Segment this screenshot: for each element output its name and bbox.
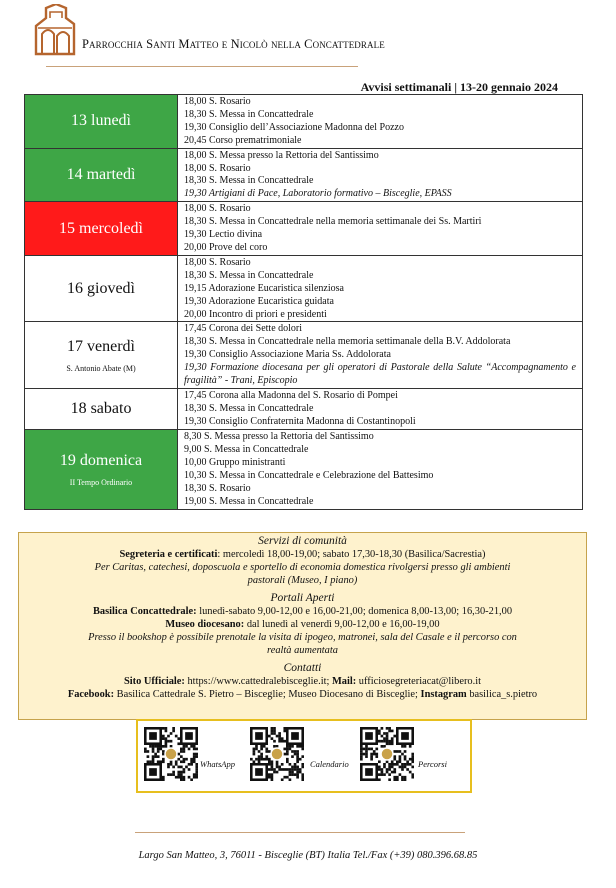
calendar-qr-code[interactable] — [250, 727, 304, 781]
event-item: 10,30 S. Messa in Concattedrale e Celebrazione del Battesimo — [184, 469, 434, 481]
parish-name: Parrocchia Santi Matteo e Nicolò nella Concattedrale — [82, 37, 385, 51]
qr-codes-box — [136, 719, 472, 793]
day-cell — [25, 389, 178, 430]
day-liturgical-note: II Tempo Ordinario — [69, 478, 133, 488]
event-item: 20,45 Corso prematrimoniale — [184, 134, 302, 146]
events-cell — [178, 322, 583, 389]
weekly-schedule — [24, 94, 583, 510]
event-item: 18,30 S. Messa in Concattedrale nella memoria settimanale della B.V. Addolorata — [184, 336, 511, 348]
event-item: 19,30 Adorazione Eucaristica guidata — [184, 295, 334, 307]
events-cell — [178, 255, 583, 322]
event-item: 10,00 Gruppo ministranti — [184, 456, 286, 468]
header — [32, 4, 592, 64]
bookshop-note: Presso il bookshop è possibile prenotale la visita di ipogeo, matronei, sala del Casale e il percorso con realtà aumentata — [88, 632, 517, 656]
week-title: Avvisi settimanali | 13-20 gennaio 2024 — [360, 80, 558, 94]
schedule-row — [25, 95, 583, 149]
event-item: 18,00 S. Rosario — [184, 256, 251, 268]
event-item: 8,30 S. Messa presso la Rettoria del Santissimo — [184, 431, 374, 443]
schedule-row — [25, 389, 583, 430]
contacts-heading: Contatti — [283, 662, 322, 674]
basilica-hours: Basilica Concattedrale: lunedì-sabato 9,00-12,00 e 16,00-21,00; domenica 8,00-13,00; 16,30-21,00 — [92, 606, 513, 617]
community-services — [18, 532, 587, 720]
event-item: 18,00 S. Rosario — [184, 162, 251, 174]
events-cell — [178, 389, 583, 430]
social-line: Facebook: Basilica Cattedrale S. Pietro – Bisceglie; Museo Diocesano di Bisceglie; Instagram basilica_s.pietro — [67, 689, 538, 700]
tours-qr-code[interactable] — [360, 727, 414, 781]
event-item: 17,45 Corona dei Sette dolori — [184, 323, 303, 335]
services-heading: Servizi di comunità — [258, 535, 347, 547]
events-cell — [178, 95, 583, 149]
event-item: 18,30 S. Messa in Concattedrale — [184, 403, 314, 415]
event-item: 19,15 Adorazione Eucaristica silenziosa — [184, 282, 344, 294]
schedule-row — [25, 148, 583, 202]
secretariat-line: Segreteria e certificati: mercoledì 18,00-19,00; sabato 17,30-18,30 (Basilica/Sacrestia) — [119, 549, 486, 560]
day-name: 16 giovedì — [67, 279, 135, 297]
event-item: 19,30 Lectio divina — [184, 229, 263, 241]
event-item: 18,00 S. Rosario — [184, 96, 251, 107]
day-name: 14 martedì — [66, 165, 136, 183]
qr-label-whatsapp: WhatsApp — [200, 759, 235, 769]
events-cell — [178, 430, 583, 510]
event-item: 18,30 S. Messa in Concattedrale — [184, 269, 314, 281]
schedule-row — [25, 322, 583, 389]
schedule-row — [25, 430, 583, 510]
footer-divider — [135, 832, 465, 833]
schedule-row — [25, 202, 583, 256]
day-cell — [25, 202, 178, 256]
schedule-row — [25, 255, 583, 322]
event-item: 18,30 S. Messa in Concattedrale — [184, 108, 314, 120]
day-cell — [25, 255, 178, 322]
museum-hours: Museo diocesano: dal lunedì al venerdì 9,00-12,00 e 16,00-19,00 — [165, 619, 440, 630]
header-divider — [46, 66, 358, 67]
church-logo — [32, 4, 76, 56]
event-item: 19,30 Consiglio Confraternita Madonna di Costantinopoli — [184, 416, 416, 428]
event-item: 19,30 Consiglio dell’Associazione Madonna del Pozzo — [184, 121, 404, 133]
email-link[interactable]: ufficiosegreteriacat@libero.it — [356, 676, 481, 687]
portals-heading: Portali Aperti — [270, 592, 335, 604]
footer-address: Largo San Matteo, 3, 76011 - Bisceglie (BT) Italia Tel./Fax (+39) 080.396.68.85 — [138, 850, 478, 861]
day-cell — [25, 95, 178, 149]
event-item: 20,00 Prove del coro — [184, 241, 268, 253]
event-item: 9,00 S. Messa in Concattedrale — [184, 444, 309, 456]
day-name: 18 sabato — [70, 400, 132, 418]
event-item: 18,00 S. Rosario — [184, 203, 251, 215]
qr-label-calendar: Calendario — [310, 759, 349, 769]
day-name: 17 venerdì — [67, 337, 135, 355]
day-liturgical-note: S. Antonio Abate (M) — [66, 363, 136, 373]
caritas-note: Per Caritas, catechesi, doposcuola e sportello di economia domestica rivolgersi presso gli ambienti pastorali (Museo, I piano) — [94, 562, 511, 586]
whatsapp-qr-code[interactable] — [144, 727, 198, 781]
event-item: 17,45 Corona alla Madonna del S. Rosario di Pompei — [184, 390, 398, 402]
website-link[interactable]: https://www.cattedralebisceglie.it; — [184, 676, 332, 687]
day-cell — [25, 148, 178, 202]
day-cell — [25, 430, 178, 510]
day-name: 15 mercoledì — [59, 219, 143, 237]
event-item: 19,00 S. Messa in Concattedrale — [184, 495, 314, 507]
day-name: 13 lunedì — [71, 112, 131, 130]
event-item: 18,30 S. Rosario — [184, 482, 251, 494]
event-item: 19,30 Consiglio Associazione Maria Ss. Addolorata — [184, 349, 391, 361]
day-cell — [25, 322, 178, 389]
event-item: 19,30 Artigiani di Pace, Laboratorio formativo – Bisceglie, EPASS — [184, 188, 452, 200]
event-item: 20,00 Incontro di priori e presidenti — [184, 308, 327, 320]
events-cell — [178, 202, 583, 256]
event-item: 18,30 S. Messa in Concattedrale nella memoria settimanale dei Ss. Martiri — [184, 216, 482, 228]
event-item: 19,30 Formazione diocesana per gli operatori di Pastorale della Salute “Accompagnamento e fragilità” - Trani, Episcopio — [184, 362, 576, 387]
day-name: 19 domenica — [59, 452, 143, 470]
event-item: 18,00 S. Messa presso la Rettoria del Santissimo — [184, 149, 379, 161]
events-cell — [178, 148, 583, 202]
website-line: Sito Ufficiale: https://www.cattedralebisceglie.it; Mail: ufficiosegreteriacat@libero.it — [124, 676, 481, 687]
event-item: 18,30 S. Messa in Concattedrale — [184, 175, 314, 187]
qr-label-tours: Percorsi — [418, 759, 447, 769]
